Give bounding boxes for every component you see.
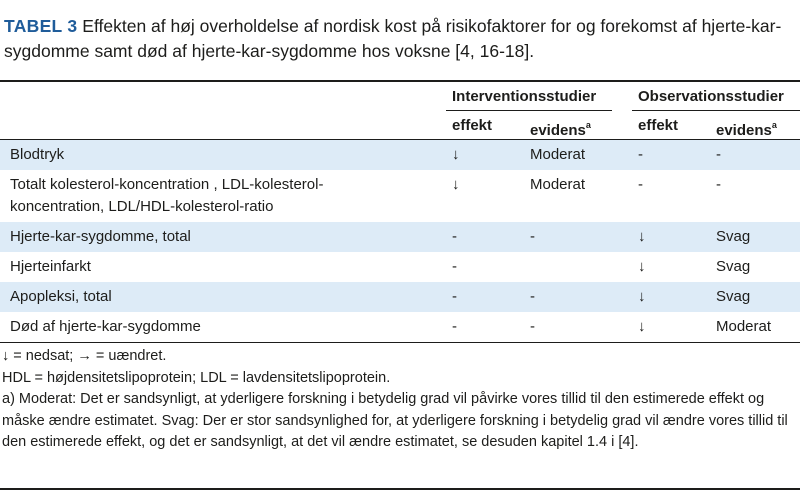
row-label: Hjerte-kar-sygdomme, total: [10, 228, 191, 245]
int-evidence-cell: Moderat: [530, 146, 586, 163]
row-label: Død af hjerte-kar-sygdomme: [10, 318, 201, 335]
int-evidence-cell: -: [530, 288, 535, 305]
group-underline-observation: [632, 110, 800, 111]
obs-evidence-cell: Svag: [716, 258, 751, 275]
row-label: Totalt kolesterol-koncentration , LDL-kolesterol-koncentration, LDL/HDL-kolesterol-ratio: [10, 176, 324, 215]
group-header-observation: Observationsstudier: [638, 88, 784, 105]
int-effect-cell: -: [452, 318, 457, 335]
table-notes: [2, 346, 792, 454]
bottom-rule: [0, 488, 800, 490]
table-bottom-rule: [0, 342, 800, 343]
evidence-label: evidens: [530, 122, 586, 139]
evidence-footnote-mark: a: [585, 120, 591, 130]
table-title: Effekten af høj overholdelse af nordisk kost på risikofaktorer for og forekomst af hjerte-kar-sygdomme samt død af hjerte-kar-sygdomme hos voksne [4, 16-18].: [4, 16, 782, 61]
obs-evidence-cell: -: [716, 176, 721, 193]
evidence-footnote-mark: a: [771, 120, 777, 130]
table-row: [0, 282, 800, 312]
int-effect-cell: -: [452, 288, 457, 305]
table-row: [0, 252, 800, 282]
evidence-footnote: a) Moderat: Det er sandsynligt, at yderligere forskning i betydelig grad vil påvirke vores tillid til den estimerede effekt og måske ændre estimatet. Svag: Der er stor sandsynlighed for, at yderligere forskning i betydelig grad vil ændre vores tillid til den estimerede effekt, og det er sandsynligt, at det vil ændre estimatet, se desuden kapitel 1.4 i [4].: [2, 391, 788, 450]
obs-effect-cell: -: [638, 146, 643, 163]
table-number: TABEL 3: [4, 16, 78, 36]
int-effect-cell: -: [452, 258, 457, 275]
table-row: [0, 170, 800, 222]
obs-evidence-cell: Svag: [716, 228, 751, 245]
subheader-int-effect: effekt: [452, 117, 493, 134]
obs-effect-cell: ↓: [638, 318, 646, 335]
evidence-label: evidens: [716, 122, 772, 139]
row-label: Hjerteinfarkt: [10, 258, 91, 275]
obs-effect-cell: ↓: [638, 288, 646, 305]
group-underline-intervention: [446, 110, 612, 111]
obs-effect-cell: ↓: [638, 258, 646, 275]
obs-effect-cell: ↓: [638, 228, 646, 245]
top-rule: [0, 80, 800, 82]
int-evidence-cell: Moderat: [530, 176, 586, 193]
obs-evidence-cell: Svag: [716, 288, 751, 305]
table-caption: [4, 14, 796, 64]
subheader-obs-effect: effekt: [638, 117, 679, 134]
table-row: [0, 222, 800, 252]
table-row: [0, 140, 800, 170]
int-effect-cell: ↓: [452, 176, 460, 193]
row-label: Apopleksi, total: [10, 288, 112, 305]
group-header-intervention: Interventionsstudier: [452, 88, 597, 105]
obs-effect-cell: -: [638, 176, 643, 193]
arrow-legend: ↓ = nedsat; → = uændret.: [2, 348, 167, 364]
int-evidence-cell: -: [530, 228, 535, 245]
int-effect-cell: -: [452, 228, 457, 245]
int-evidence-cell: -: [530, 318, 535, 335]
subheader-obs-evidence: [716, 117, 777, 140]
row-label: Blodtryk: [10, 146, 65, 163]
obs-evidence-cell: Moderat: [716, 318, 772, 335]
abbreviations-note: HDL = højdensitetslipoprotein; LDL = lavdensitetslipoprotein.: [2, 369, 391, 386]
table-row: [0, 312, 800, 342]
subheader-int-evidence: [530, 117, 591, 140]
obs-evidence-cell: -: [716, 146, 721, 163]
int-effect-cell: ↓: [452, 146, 460, 163]
